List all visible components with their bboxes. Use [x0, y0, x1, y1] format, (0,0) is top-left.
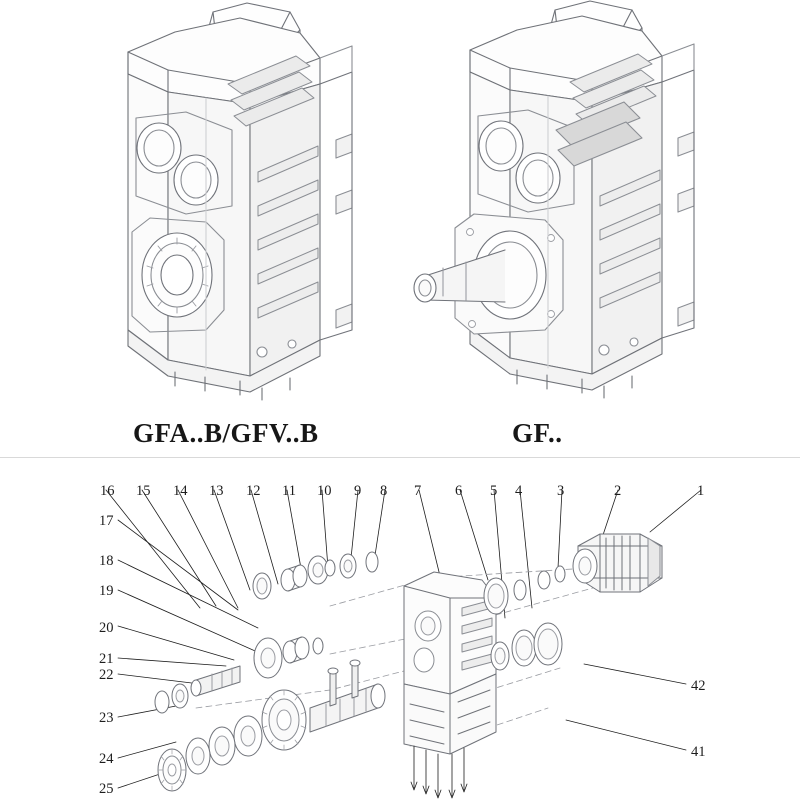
callout-11: 11: [282, 483, 296, 499]
callout-8: 8: [380, 483, 388, 499]
callout-14: 14: [173, 483, 188, 499]
callout-41: 41: [691, 744, 706, 760]
callout-6: 6: [455, 483, 463, 499]
callout-12: 12: [246, 483, 261, 499]
callout-7: 7: [414, 483, 422, 499]
callout-1: 1: [697, 483, 705, 499]
callout-5: 5: [490, 483, 498, 499]
caption-right: GF..: [512, 418, 563, 448]
caption-left: GFA..B/GFV..B: [133, 418, 319, 448]
callout-19: 19: [99, 583, 114, 599]
callout-3: 3: [557, 483, 565, 499]
callout-21: 21: [99, 651, 114, 667]
callout-22: 22: [99, 667, 114, 683]
callout-16: 16: [100, 483, 115, 499]
callout-10: 10: [317, 483, 332, 499]
callout-4: 4: [515, 483, 523, 499]
small-parts-row-upper: [253, 552, 378, 599]
exploded-view-svg: [0, 458, 800, 800]
callout-9: 9: [354, 483, 362, 499]
callout-23: 23: [99, 710, 114, 726]
gear-and-bearing-set: [158, 660, 385, 791]
callout-24: 24: [99, 751, 114, 767]
leader-lines-right: [566, 664, 686, 750]
right-gearbox-drawing: [414, 1, 694, 398]
left-gearbox-drawing: [128, 3, 352, 400]
callout-18: 18: [99, 553, 114, 569]
callout-15: 15: [136, 483, 151, 499]
callout-42: 42: [691, 678, 706, 694]
callout-2: 2: [614, 483, 622, 499]
exploded-parts-diagram: [0, 458, 800, 800]
callout-25: 25: [99, 781, 114, 797]
callout-20: 20: [99, 620, 114, 636]
callout-17: 17: [99, 513, 114, 529]
motor-adapter-part: [573, 534, 662, 592]
callout-13: 13: [209, 483, 224, 499]
housing-body-exploded: [404, 572, 496, 798]
